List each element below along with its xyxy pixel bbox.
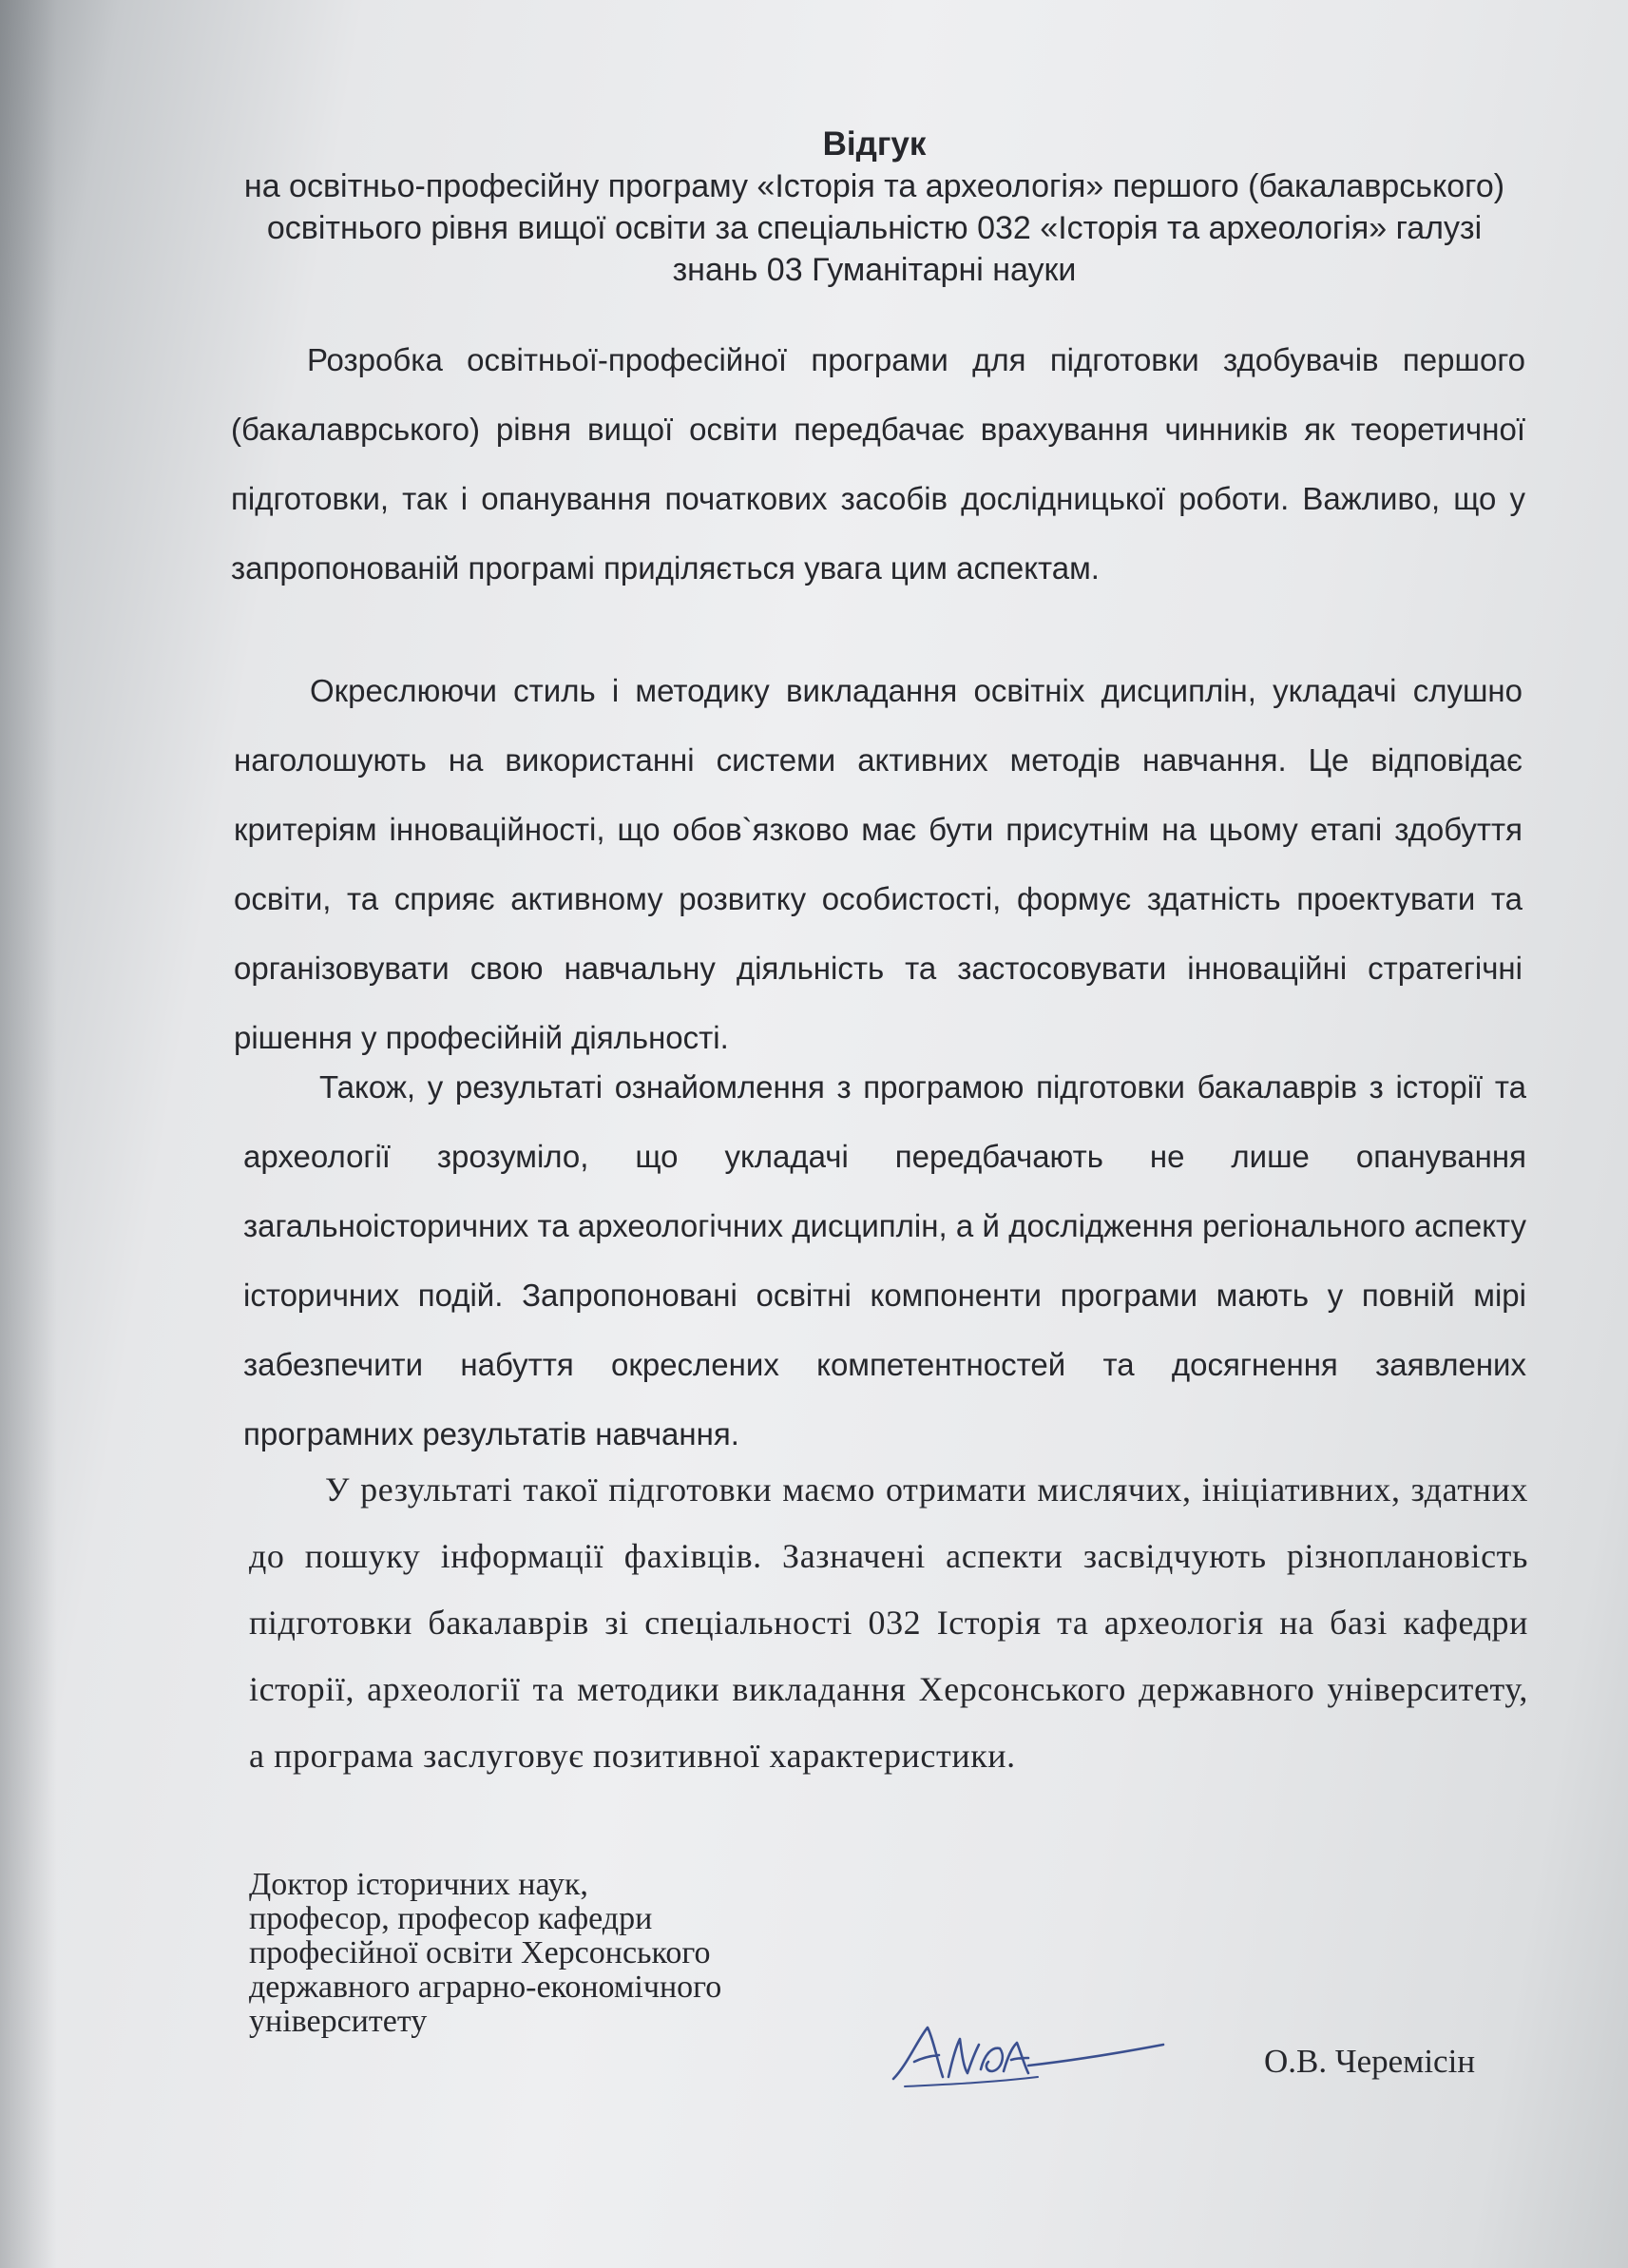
paragraph-text: Окреслюючи стиль і методику викладання освітніх дисциплін, укладачі слушно наголошують на використанні системи активних методів навчання. Це відповідає критеріям інноваційності, що обов`язково має бути присутнім на цьому етапі здобуття освіти, та сприяє активному розвитку особистості, формує здатність проектувати та організовувати свою навчальну діяльність та застосовувати інноваційні стратегічні рішення у професійній діяльності.: [234, 673, 1523, 1055]
paragraph-4: [249, 1456, 1528, 1789]
page-shadow: [0, 0, 57, 2268]
credential-line: професійної освіти Херсонського: [249, 1935, 711, 1970]
credential-line: професор, професор кафедри: [249, 1901, 653, 1936]
document-title: Відгук: [822, 125, 927, 163]
paragraph-3: [243, 1052, 1526, 1469]
paragraph-2: [234, 656, 1523, 1072]
paragraph-text: У результаті такої підготовки маємо отримати мислячих, ініціативних, здатних до пошуку інформації фахівців. Зазначені аспекти засвідчують різноплановість підготовки бакалаврів зі спеціальності 032 Історія та археологія на базі кафедри історії, археології та методики викладання Херсонського державного університету, а програма заслуговує позитивної характеристики.: [249, 1470, 1528, 1775]
signer-name: О.В. Черемісін: [1264, 2043, 1476, 2080]
credential-line: Доктор історичних наук,: [249, 1867, 588, 1902]
credential-line: державного аграрно-економічного: [249, 1970, 722, 2005]
document-subtitle: на освітньо-професійну програму «Історія та археологія» першого (бакалаврського) освітнього рівня вищої освіти за спеціальністю 032 «Історія та археологія» галузі знань 03 Гуманітарні науки: [243, 168, 1505, 288]
signature-block: [249, 1868, 1580, 2105]
handwritten-signature: [886, 2010, 1171, 2096]
paragraph-text: Також, у результаті ознайомлення з програмою підготовки бакалаврів з історії та археології зрозуміло, що укладачі передбачають не лише опанування загальноісторичних та археологічних дисциплін, а й дослідження регіонального аспекту історичних подій. Запропоновані освітні компоненти програми мають у повній мірі забезпечити набуття окреслених компетентностей та досягнення заявлених програмних результатів навчання.: [243, 1069, 1526, 1451]
document-header: [190, 124, 1559, 291]
signer-credentials: [249, 1868, 914, 2039]
paragraph-text: Розробка освітньої-професійної програми для підготовки здобувачів першого (бакалаврського) рівня вищої освіти передбачає врахування чинників як теоретичної підготовки, так і опанування початкових засобів дослідницької роботи. Важливо, що у запропонованій програмі приділяється увага цим аспектам.: [231, 342, 1525, 586]
credential-line: університету: [249, 2004, 428, 2039]
paragraph-1: [231, 325, 1525, 603]
